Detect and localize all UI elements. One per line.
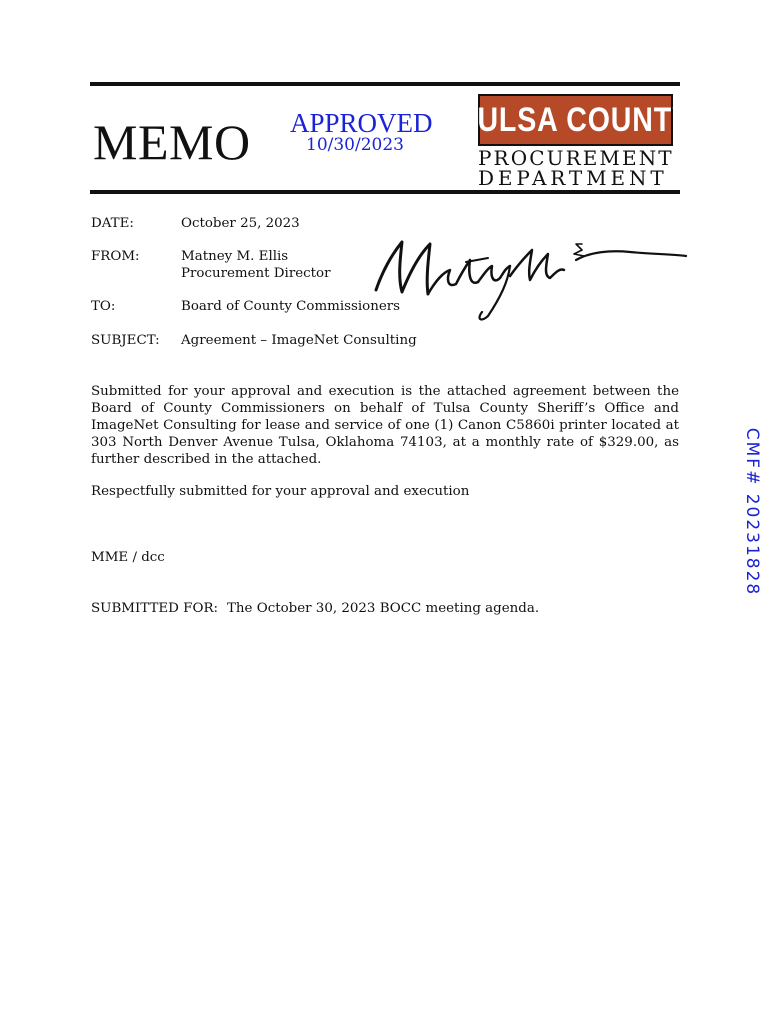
approved-date: 10/30/2023 (306, 135, 404, 155)
submitted-for-label: SUBMITTED FOR: (91, 601, 219, 616)
signature (370, 232, 690, 322)
top-rule (90, 82, 680, 86)
tulsa-county-logo (459, 94, 692, 146)
from-label: FROM: (91, 249, 140, 264)
logo-department: DEPARTMENT (478, 166, 668, 190)
from-title: Procurement Director (181, 266, 331, 281)
approved-stamp: APPROVED (290, 108, 433, 138)
subject-label: SUBJECT: (91, 333, 160, 348)
date-value: October 25, 2023 (181, 216, 300, 231)
subject-value: Agreement – ImageNet Consulting (181, 333, 417, 348)
to-label: TO: (91, 299, 116, 314)
date-label: DATE: (91, 216, 134, 231)
cmf-stamp: CMF# 20231828 (742, 427, 762, 597)
closing-line: Respectfully submitted for your approval and execution (91, 484, 470, 499)
logo-procurement: PROCUREMENT (478, 146, 674, 170)
logo-text: TULSA COUNTY (459, 100, 692, 139)
to-value: Board of County Commissioners (181, 299, 401, 314)
submitted-for-value: The October 30, 2023 BOCC meeting agenda. (227, 601, 540, 616)
memo-title: MEMO (93, 114, 251, 170)
body-paragraph: Submitted for your approval and execution is the attached agreement between the Board of County Commissioners on behalf of Tulsa County Sheriff’s Office and ImageNet Consulting for lease and service of one (1) Canon C5860i printer located at 303 North Denver Avenue Tulsa, Oklahoma 74103, at a monthly rate of $329.00, as further described in the attached. (91, 384, 679, 468)
initials: MME / dcc (91, 550, 165, 565)
from-name: Matney M. Ellis (181, 249, 289, 264)
bottom-rule (90, 190, 680, 194)
